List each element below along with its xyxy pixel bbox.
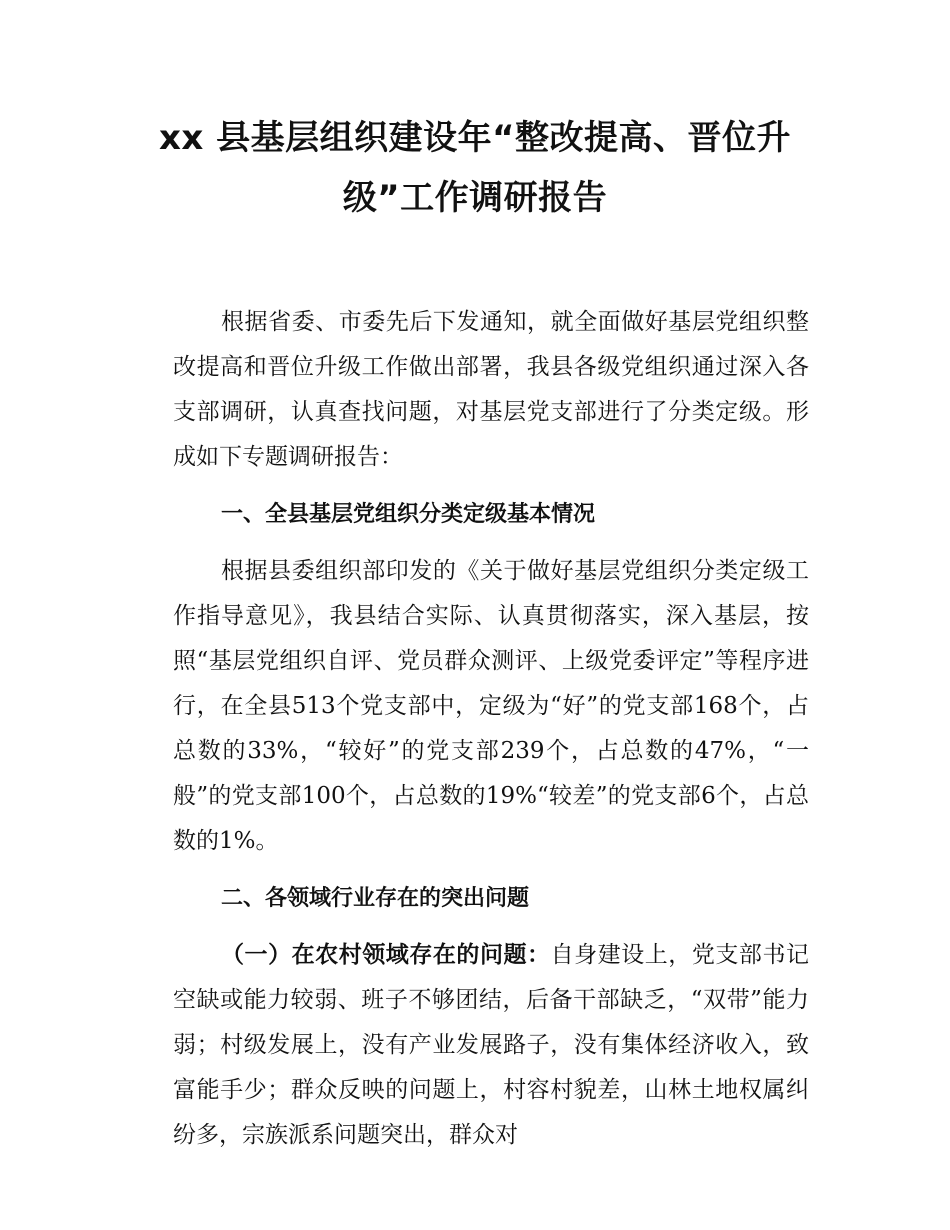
- section-2-sub-1-text: 自身建设上，党支部书记空缺或能力较弱、班子不够团结，后备干部缺乏，“双带”能力弱；村级发展上，没有产业发展路子，没有集体经济收入，致富能手少；群众反映的问题上，村容村貌差，山林土地权属纠纷多，宗族派系问题突出，群众对: [173, 942, 810, 1148]
- section-2-sub-1-paragraph: [173, 933, 809, 1158]
- section-2-heading: 二、各领域行业存在的突出问题: [221, 886, 530, 911]
- section-2-sub-1-heading: （一）在农村领域存在的问题：: [221, 942, 551, 968]
- document-body: [173, 300, 809, 1158]
- document-title: [150, 108, 800, 228]
- title-line-2: 级”工作调研报告: [342, 178, 608, 218]
- title-line-1: xx 县基层组织建设年“整改提高、晋位升: [158, 118, 792, 158]
- intro-paragraph: 根据省委、市委先后下发通知，就全面做好基层党组织整改提高和晋位升级工作做出部署，我县各级党组织通过深入各支部调研，认真查找问题，对基层党支部进行了分类定级。形成如下专题调研报告：: [173, 309, 809, 470]
- section-1-heading: 一、全县基层党组织分类定级基本情况: [221, 502, 596, 527]
- section-1-paragraph: 根据县委组织部印发的《关于做好基层党组织分类定级工作指导意见》，我县结合实际、认真贯彻落实，深入基层，按照“基层党组织自评、党员群众测评、上级党委评定”等程序进行，在全县513个党支部中，定级为“好”的党支部168个，占总数的33%，“较好”的党支部239个，占总数的47%，“一般”的党支部100个，占总数的19%“较差”的党支部6个，占总数的1%。: [173, 558, 809, 854]
